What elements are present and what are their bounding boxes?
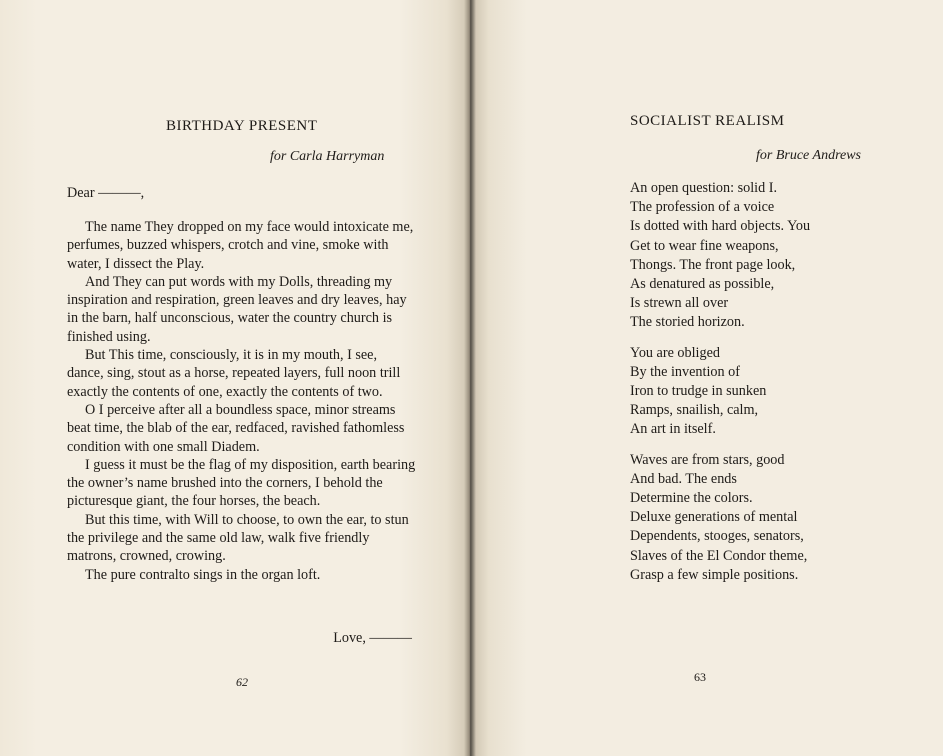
verse-line: Thongs. The front page look,	[630, 256, 796, 273]
verse-line: Is strewn all over	[630, 295, 729, 312]
dedication-left: for Carla Harryman	[270, 149, 385, 164]
paragraph: The name They dropped on my face would intoxicate me, perfumes, buzzed whispers, crotch and vine, smoke with water, I dissect the Play.	[67, 219, 414, 272]
paragraph: And They can put words with my Dolls, threading my inspiration and respiration, green leaves and dry leaves, hay in the barn, half unconscious, water the country church is finished using.	[67, 273, 407, 345]
verse-line: Waves are from stars, good	[630, 451, 785, 468]
verse-line: Determine the colors.	[630, 490, 753, 507]
paragraph: But this time, with Will to choose, to own the ear, to stun the privilege and the same old law, walk five friendly matrons, crowned, crowing.	[67, 511, 409, 565]
stanza	[630, 179, 810, 333]
poem-title-socialist-realism: SOCIALIST REALISM	[630, 113, 785, 129]
prose-poem-body	[67, 218, 417, 584]
paragraph: The pure contralto sings in the organ loft.	[85, 566, 321, 583]
verse-line: And bad. The ends	[630, 470, 737, 487]
verse-line: Is dotted with hard objects. You	[630, 218, 811, 235]
verse-line: Ramps, snailish, calm,	[630, 402, 759, 419]
page-number-left: 62	[236, 675, 248, 689]
verse-line: Slaves of the El Condor theme,	[630, 547, 808, 564]
verse-line: Iron to trudge in sunken	[630, 383, 767, 400]
verse-line: The profession of a voice	[630, 199, 775, 216]
verse-poem-body	[630, 179, 810, 596]
verse-line: Grasp a few simple positions.	[630, 566, 799, 583]
verse-line: Deluxe generations of mental	[630, 509, 798, 526]
verse-line: As denatured as possible,	[630, 276, 775, 293]
book-spine-shadow	[464, 0, 476, 756]
verse-line: An art in itself.	[630, 421, 716, 438]
dedication-right: for Bruce Andrews	[756, 148, 861, 163]
stanza	[630, 451, 810, 585]
stanza	[630, 344, 810, 440]
verse-line: Dependents, stooges, senators,	[630, 528, 804, 545]
page-number-right: 63	[694, 670, 706, 684]
verse-line: The storied horizon.	[630, 314, 745, 331]
verse-line: Get to wear fine weapons,	[630, 237, 779, 254]
signoff: Love, ———	[333, 630, 412, 646]
paragraph: But This time, consciously, it is in my mouth, I see, dance, sing, stout as a horse, repeated layers, full noon trill exactly the contents of one, exactly the contents of two.	[67, 347, 401, 400]
salutation: Dear ———,	[67, 185, 145, 201]
verse-line: By the invention of	[630, 363, 740, 380]
verse-line: You are obliged	[630, 344, 720, 361]
paragraph: O I perceive after all a boundless space, minor streams beat time, the blab of the ear, redfaced, ravished fathomless condition with one small Diadem.	[67, 401, 405, 455]
verse-line: An open question: solid I.	[630, 180, 777, 196]
left-page	[0, 0, 470, 756]
paragraph: I guess it must be the flag of my disposition, earth bearing the owner’s name brushed into the corners, I behold the picturesque giant, the four horses, the beach.	[67, 456, 416, 510]
poem-title-birthday-present: BIRTHDAY PRESENT	[166, 118, 318, 134]
